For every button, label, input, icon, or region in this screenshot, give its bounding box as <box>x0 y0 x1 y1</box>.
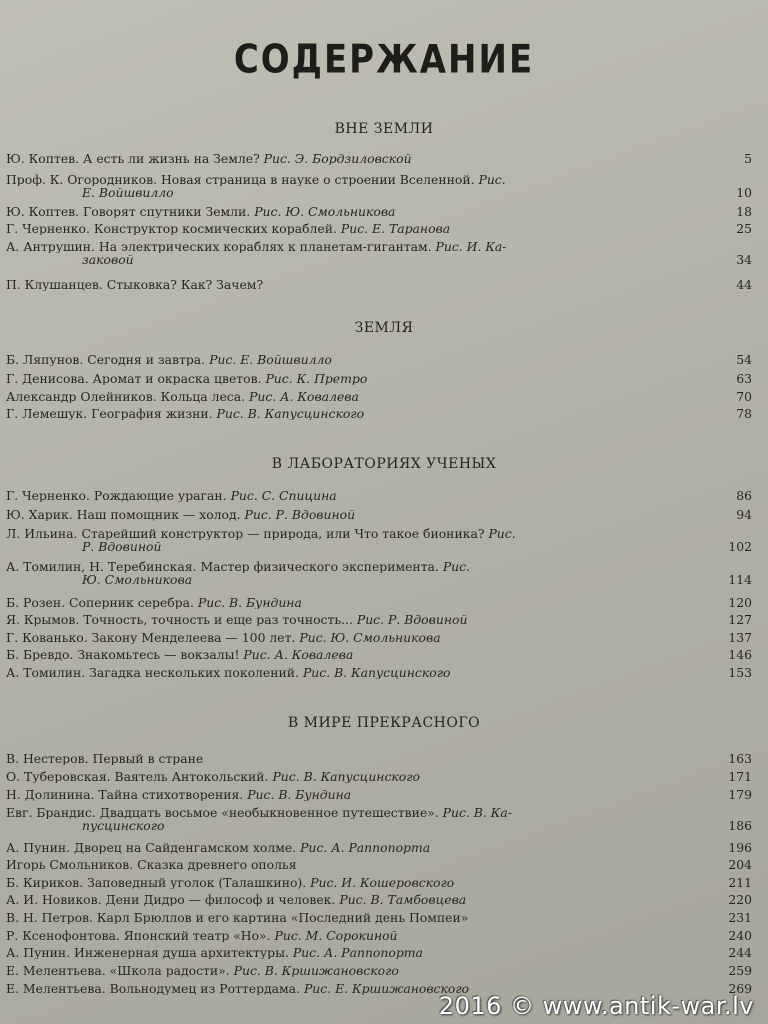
page-number: 54 <box>736 352 752 367</box>
page-number: 120 <box>728 595 752 610</box>
page-number: 10 <box>736 185 752 200</box>
page-number: 179 <box>728 787 752 802</box>
toc-entry: Г. Черненко. Конструктор космических кораблей. Рис. Е. Таранова 25 <box>6 221 752 236</box>
page-number: 63 <box>736 371 752 386</box>
toc-entry: А. И. Новиков. Дени Дидро — философ и человек. Рис. В. Тамбовцева 220 <box>6 892 752 907</box>
page-number: 137 <box>728 630 752 645</box>
page-number: 220 <box>728 892 752 907</box>
page-number: 25 <box>736 221 752 236</box>
page-number: 171 <box>728 769 752 784</box>
toc-entry: Г. Лемешук. География жизни. Рис. В. Капусцинского 78 <box>6 406 752 421</box>
toc-entry: Б. Розен. Соперник серебра. Рис. В. Бундина 120 <box>6 595 752 610</box>
toc-entry: П. Клушанцев. Стыковка? Как? Зачем? 44 <box>6 277 752 292</box>
page-number: 44 <box>736 277 752 292</box>
toc-entry: Я. Крымов. Точность, точность и еще раз точность... Рис. Р. Вдовиной 127 <box>6 612 752 627</box>
page-title: СОДЕРЖАНИЕ <box>233 37 535 83</box>
toc-entry: А. Пунин. Дворец на Сайденгамском холме. Рис. А. Раппопорта 196 <box>6 840 752 855</box>
page-number: 259 <box>728 963 752 978</box>
section-heading: В ЛАБОРАТОРИЯХ УЧЕНЫХ <box>271 456 497 472</box>
toc-entry: Е. Мелентьева. Вольнодумец из Роттердама. Рис. Е. Кршижановского 269 <box>6 981 752 996</box>
toc-entry: Проф. К. Огородников. Новая страница в науке о строении Вселенной. Рис. Е. Войшвилло 10 <box>6 173 752 200</box>
section-heading: ВНЕ ЗЕМЛИ <box>334 121 434 137</box>
toc-entry: Г. Кованько. Закону Менделеева — 100 лет. Рис. Ю. Смольникова 137 <box>6 630 752 645</box>
page-number: 102 <box>728 539 752 554</box>
page-number: 153 <box>728 665 752 680</box>
toc-entry: В. Н. Петров. Карл Брюллов и его картина «Последний день Помпеи» 231 <box>6 910 752 925</box>
page-number: 70 <box>736 389 752 404</box>
page-number: 94 <box>736 507 752 522</box>
page-number: 146 <box>728 647 752 662</box>
section-heading: В МИРЕ ПРЕКРАСНОГО <box>287 715 481 731</box>
page-number: 127 <box>728 612 752 627</box>
toc-entry: В. Нестеров. Первый в стране 163 <box>6 751 752 766</box>
toc-entry: Ю. Коптев. А есть ли жизнь на Земле? Рис. Э. Бордзиловской 5 <box>6 151 752 166</box>
page-number: 269 <box>728 981 752 996</box>
section-heading: ЗЕМЛЯ <box>354 320 414 336</box>
page-number: 86 <box>736 488 752 503</box>
toc-entry: Евг. Брандис. Двадцать восьмое «необыкновенное путешествие». Рис. В. Ка- пусцинского 186 <box>6 806 752 833</box>
page-number: 240 <box>728 928 752 943</box>
page-number: 244 <box>728 945 752 960</box>
toc-entry: Е. Мелентьева. «Школа радости». Рис. В. Кршижановского 259 <box>6 963 752 978</box>
toc-entry: Игорь Смольников. Сказка древнего ополья 204 <box>6 857 752 872</box>
toc-entry: А. Антрушин. На электрических кораблях к планетам-гигантам. Рис. И. Ка- заковой 34 <box>6 240 752 267</box>
toc-entry: Н. Долинина. Тайна стихотворения. Рис. В. Бундина 179 <box>6 787 752 802</box>
page-number: 186 <box>728 818 752 833</box>
page-number: 34 <box>736 252 752 267</box>
page-number: 5 <box>744 151 752 166</box>
page-number: 18 <box>736 204 752 219</box>
page-number: 211 <box>728 875 752 890</box>
toc-entry: О. Туберовская. Ваятель Антокольский. Рис. В. Капусцинского 171 <box>6 769 752 784</box>
toc-entry: Л. Ильина. Старейший конструктор — природа, или Что такое бионика? Рис. Р. Вдовиной 102 <box>6 527 752 554</box>
toc-entry: Б. Кириков. Заповедный уголок (Талашкино). Рис. И. Кошеровского 211 <box>6 875 752 890</box>
watermark: 2016 © www.antik-war.lv <box>438 992 754 1020</box>
page-number: 78 <box>736 406 752 421</box>
page-number: 204 <box>728 857 752 872</box>
toc-entry: Г. Денисова. Аромат и окраска цветов. Рис. К. Претро 63 <box>6 371 752 386</box>
toc-entry: Ю. Коптев. Говорят спутники Земли. Рис. Ю. Смольникова 18 <box>6 204 752 219</box>
toc-entry: Ю. Харик. Наш помощник — холод. Рис. Р. Вдовиной 94 <box>6 507 752 522</box>
toc-entry: А. Томилин, Н. Теребинская. Мастер физического эксперимента. Рис. Ю. Смольникова 114 <box>6 560 752 587</box>
page-number: 231 <box>728 910 752 925</box>
page-number: 196 <box>728 840 752 855</box>
toc-entry: Б. Ляпунов. Сегодня и завтра. Рис. Е. Войшвилло 54 <box>6 352 752 367</box>
toc-entry: Б. Бревдо. Знакомьтесь — вокзалы! Рис. А. Ковалева 146 <box>6 647 752 662</box>
toc-entry: Г. Черненко. Рождающие ураган. Рис. С. Спицина 86 <box>6 488 752 503</box>
toc-entry: А. Пунин. Инженерная душа архитектуры. Рис. А. Раппопорта 244 <box>6 945 752 960</box>
toc-entry: А. Томилин. Загадка нескольких поколений. Рис. В. Капусцинского 153 <box>6 665 752 680</box>
page-number: 114 <box>728 572 752 587</box>
toc-entry: Александр Олейников. Кольца леса. Рис. А. Ковалева 70 <box>6 389 752 404</box>
page-number: 163 <box>728 751 752 766</box>
toc-entry: Р. Ксенофонтова. Японский театр «Но». Рис. М. Сорокиной 240 <box>6 928 752 943</box>
